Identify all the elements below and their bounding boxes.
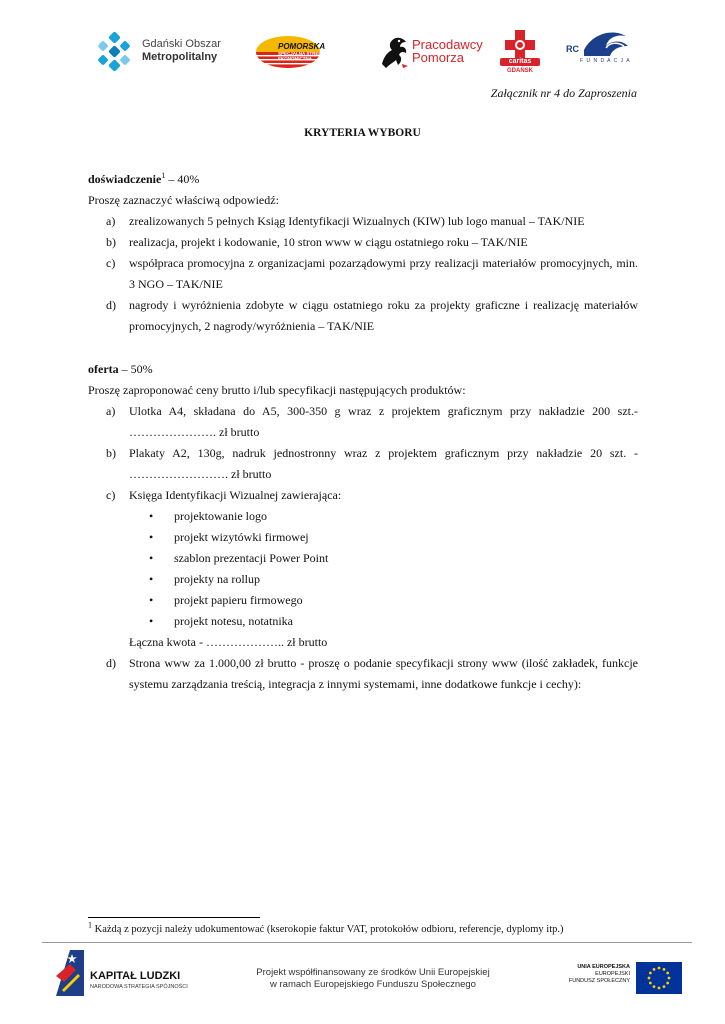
footnote-ref: 1	[161, 171, 166, 180]
eu-star-icon	[658, 987, 661, 990]
offer-weight: – 50%	[118, 362, 153, 376]
rc-line2: F U N D A C J A	[580, 58, 631, 64]
item-text: Księga Identyfikacji Wizualnej zawierająca:	[129, 488, 342, 502]
experience-item-d	[88, 295, 638, 337]
item-text: Strona www za 1.000,00 zł brutto - proszę o podanie specyfikacji strony www (ilość zakładek, funkcje systemu zarządzania treścią, integracja z innymi systemami, inne dodatkowe funkcje i cechy):	[129, 656, 638, 691]
caritas-line1: caritas	[500, 58, 540, 66]
item-text: współpraca promocyjna z organizacjami pozarządowymi przy realizacji materiałów promocyjnych, min. 3 NGO – TAK/NIE	[129, 256, 638, 291]
offer-intro: Proszę zaproponować ceny brutto i/lub specyfikacji następujących produktów:	[88, 383, 466, 397]
item-label: b)	[106, 235, 116, 249]
rc-line1: RC	[566, 44, 579, 54]
item-label: c)	[106, 488, 116, 502]
eu-star-icon	[663, 968, 666, 971]
offer-item-b	[88, 443, 638, 485]
pracodawcy-pomorza-logo	[378, 28, 488, 76]
footer	[0, 950, 725, 1000]
item-text: Ulotka A4, składana do A5, 300-350 g wraz z projektem graficznym przy nakładzie 200 szt.- …………………. zł brutto	[129, 404, 638, 439]
item-text: nagrody i wyróżnienia zdobyte w ciągu ostatniego roku za projekty graficzne i realizację materiałów promocyjnych, 2 nagrody/wyróżnienia – TAK/NIE	[129, 298, 638, 333]
eu-star-icon	[653, 968, 656, 971]
eu-star-icon	[666, 982, 669, 985]
eu-star-icon	[649, 972, 652, 975]
eu-star-icon	[666, 972, 669, 975]
caritas-line2: GDAŃSK	[506, 68, 533, 74]
eu-star-icon	[653, 985, 656, 988]
eu-star-icon	[649, 982, 652, 985]
total-amount: Łączna kwota - ……………….. zł brutto	[129, 635, 328, 649]
annex-label: Załącznik nr 4 do Zaproszenia	[490, 86, 637, 100]
list-item: • szablon prezentacji Power Point	[88, 548, 638, 569]
item-label: b)	[106, 446, 116, 460]
experience-heading-text: doświadczenie	[88, 172, 162, 186]
experience-heading	[88, 169, 638, 190]
pracodawcy-line2: Pomorza	[412, 50, 465, 65]
list-item: • projekty na rollup	[88, 569, 638, 590]
item-label: d)	[106, 656, 116, 670]
project-line1: Projekt współfinansowany ze środków Unii Europejskiej	[256, 967, 490, 978]
offer-heading	[88, 359, 638, 380]
eu-star-icon	[658, 967, 661, 970]
item-text: realizacja, projekt i kodowanie, 10 stron www w ciągu ostatniego roku – TAK/NIE	[129, 235, 528, 249]
pomorska-line1: POMORSKA	[278, 42, 326, 51]
eu-line3: FUNDUSZ SPOŁECZNY	[568, 978, 630, 984]
kapital-subtitle: NARODOWA STRATEGIA SPÓJNOŚCI	[90, 984, 188, 990]
eu-star-icon	[648, 977, 651, 980]
kapital-title: KAPITAŁ LUDZKI	[90, 970, 181, 982]
rc-fundacja-logo	[566, 28, 636, 76]
item-text: Plakaty A2, 130g, nadruk jednostronny wraz z projektem graficznym przy nakładzie 20 szt. - ……………………. zł brutto	[129, 446, 638, 481]
eu-flag-icon	[636, 962, 682, 994]
page-title: KRYTERIA WYBORU	[304, 127, 421, 139]
experience-weight: – 40%	[165, 172, 200, 186]
offer-section	[88, 359, 638, 695]
experience-item-c	[88, 253, 638, 295]
list-item: • projektowanie logo	[88, 506, 638, 527]
griffin-icon	[378, 34, 410, 70]
eu-line1: UNIA EUROPEJSKA	[577, 964, 630, 970]
eu-star-icon	[668, 977, 671, 980]
pomorska-line2: SPECJALNA STREFA	[278, 51, 325, 56]
experience-item-a	[88, 211, 638, 232]
footnote-rule	[88, 917, 260, 918]
experience-item-b	[88, 232, 638, 253]
experience-section	[88, 169, 638, 337]
list-item: • projekt papieru firmowego	[88, 590, 638, 611]
offer-heading-text: oferta	[88, 362, 119, 376]
footnote	[88, 920, 648, 935]
footer-rule	[42, 942, 692, 943]
item-text: zrealizowanych 5 pełnych Ksiąg Identyfikacji Wizualnych (KIW) lub logo manual – TAK/NIE	[129, 214, 585, 228]
list-item: • projekt wizytówki firmowej	[88, 527, 638, 548]
caritas-logo	[500, 28, 544, 76]
offer-item-c	[88, 485, 638, 506]
pracodawcy-line1: Pracodawcy	[412, 37, 483, 52]
item-label: d)	[106, 298, 116, 312]
eu-logo	[556, 962, 682, 996]
list-item: • projekt notesu, notatnika	[88, 611, 638, 632]
eu-line2: EUROPEJSKI	[595, 971, 630, 977]
offer-item-d	[88, 653, 638, 695]
experience-intro: Proszę zaznaczyć właściwą odpowiedź:	[88, 193, 279, 207]
footnote-text: Każdą z pozycji należy udokumentować (kserokopie faktur VAT, protokołów odbioru, referencje, dyplomy itp.)	[92, 924, 564, 935]
project-cofinanced-text	[248, 967, 498, 991]
eu-star-icon	[663, 985, 666, 988]
gom-line2: Metropolitalny	[142, 51, 218, 63]
gom-logo	[96, 28, 226, 76]
gom-line1: Gdański Obszar	[142, 38, 221, 50]
pomorska-line3: EKONOMICZNA	[278, 56, 312, 61]
footnote-number: 1	[88, 920, 92, 930]
item-label: a)	[106, 214, 116, 228]
pomorska-sse-logo	[254, 28, 344, 76]
kapital-ludzki-logo	[56, 950, 216, 996]
gom-mark-icon	[96, 32, 134, 72]
offer-item-a	[88, 401, 638, 443]
kiw-bullet-list	[88, 506, 638, 632]
item-label: a)	[106, 404, 116, 418]
item-label: c)	[106, 256, 116, 270]
header-logos	[96, 28, 636, 76]
project-line2: w ramach Europejskiego Funduszu Społecznego	[270, 979, 476, 990]
kapital-ludzki-mark-icon	[56, 950, 84, 996]
